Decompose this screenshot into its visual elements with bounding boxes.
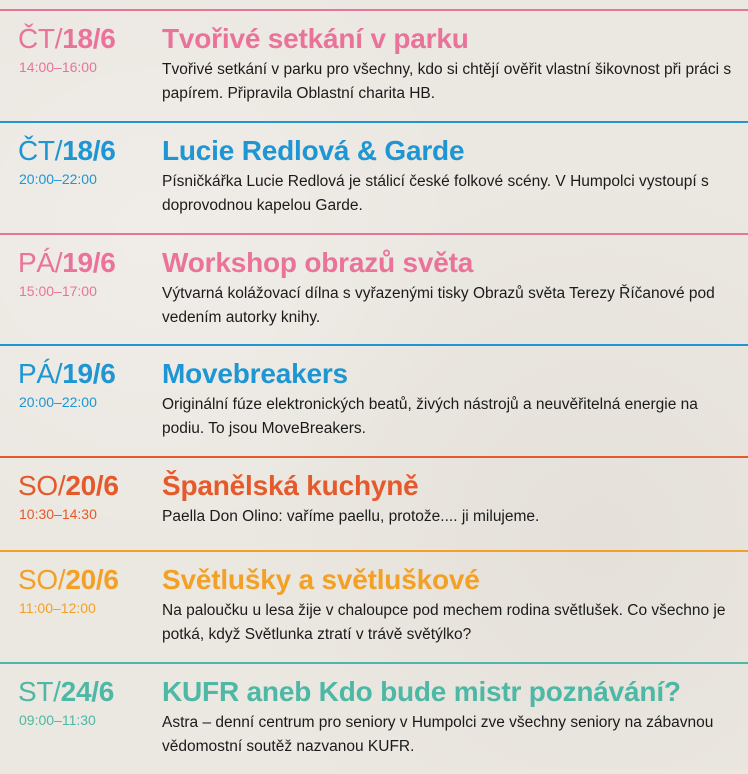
event-date-number: 18/6 (62, 135, 116, 166)
event-title: KUFR aneb Kdo bude mistr poznávání? (162, 676, 681, 707)
event-date (18, 676, 114, 708)
event-title: Movebreakers (162, 358, 348, 389)
divider-rule (0, 121, 748, 123)
event-date-number: 20/6 (65, 470, 119, 501)
event-description: Astra – denní centrum pro seniory v Humpolci zve všechny seniory na zábavnou vědomostní soutěž nazvanou KUFR. (162, 714, 714, 755)
event-6 (0, 662, 748, 774)
event-time: 20:00–22:00 (19, 394, 97, 410)
event-0 (0, 9, 748, 121)
event-date (18, 247, 116, 279)
event-description: Výtvarná kolážovací dílna s vyřazenými tisky Obrazů světa Terezy Říčanové pod vedením autorky knihy. (162, 285, 715, 326)
event-description: Písničkářka Lucie Redlová je stálicí české folkové scény. V Humpolci vystoupí s doprovodnou kapelou Garde. (162, 173, 709, 214)
event-title: Španělská kuchyně (162, 470, 419, 501)
event-day: PÁ/ (18, 358, 63, 389)
event-date-number: 19/6 (62, 358, 116, 389)
event-3 (0, 344, 748, 456)
event-day: PÁ/ (18, 247, 63, 278)
event-date (18, 23, 116, 55)
event-date (18, 564, 119, 596)
event-time: 10:30–14:30 (19, 506, 97, 522)
event-date-number: 20/6 (65, 564, 119, 595)
event-day: SO/ (18, 564, 66, 595)
event-title: Workshop obrazů světa (162, 247, 474, 278)
event-1 (0, 121, 748, 233)
event-time: 09:00–11:30 (19, 712, 96, 728)
event-date-number: 18/6 (62, 23, 116, 54)
event-description: Tvořivé setkání v parku pro všechny, kdo si chtějí ověřit vlastní šikovnost při práci s papírem. Připravila Oblastní charita HB. (162, 61, 732, 102)
event-time: 20:00–22:00 (19, 171, 97, 187)
event-day: ČT/ (18, 23, 63, 54)
event-day: ST/ (18, 676, 61, 707)
event-date-number: 19/6 (62, 247, 116, 278)
event-2 (0, 233, 748, 345)
divider-rule (0, 550, 748, 552)
divider-rule (0, 456, 748, 458)
event-date-number: 24/6 (60, 676, 114, 707)
event-description: Paella Don Olino: vaříme paellu, protože.... ji milujeme. (162, 508, 540, 525)
divider-rule (0, 662, 748, 664)
event-5 (0, 550, 748, 662)
event-day: ČT/ (18, 135, 63, 166)
event-date (18, 470, 119, 502)
divider-rule (0, 344, 748, 346)
event-date (18, 358, 116, 390)
event-time: 14:00–16:00 (19, 59, 97, 75)
event-title: Tvořivé setkání v parku (162, 23, 469, 54)
event-title: Světlušky a světluškové (162, 564, 480, 595)
event-time: 15:00–17:00 (19, 283, 97, 299)
event-time: 11:00–12:00 (19, 600, 96, 616)
event-title: Lucie Redlová & Garde (162, 135, 465, 166)
divider-rule (0, 9, 748, 11)
event-description: Originální fúze elektronických beatů, živých nástrojů a neuvěřitelná energie na podiu. To jsou MoveBreakers. (162, 396, 698, 437)
event-description: Na paloučku u lesa žije v chaloupce pod mechem rodina světlušek. Co všechno je potká, když Světlunka ztratí v trávě světýlko? (162, 602, 726, 643)
event-date (18, 135, 116, 167)
event-day: SO/ (18, 470, 66, 501)
divider-rule (0, 233, 748, 235)
